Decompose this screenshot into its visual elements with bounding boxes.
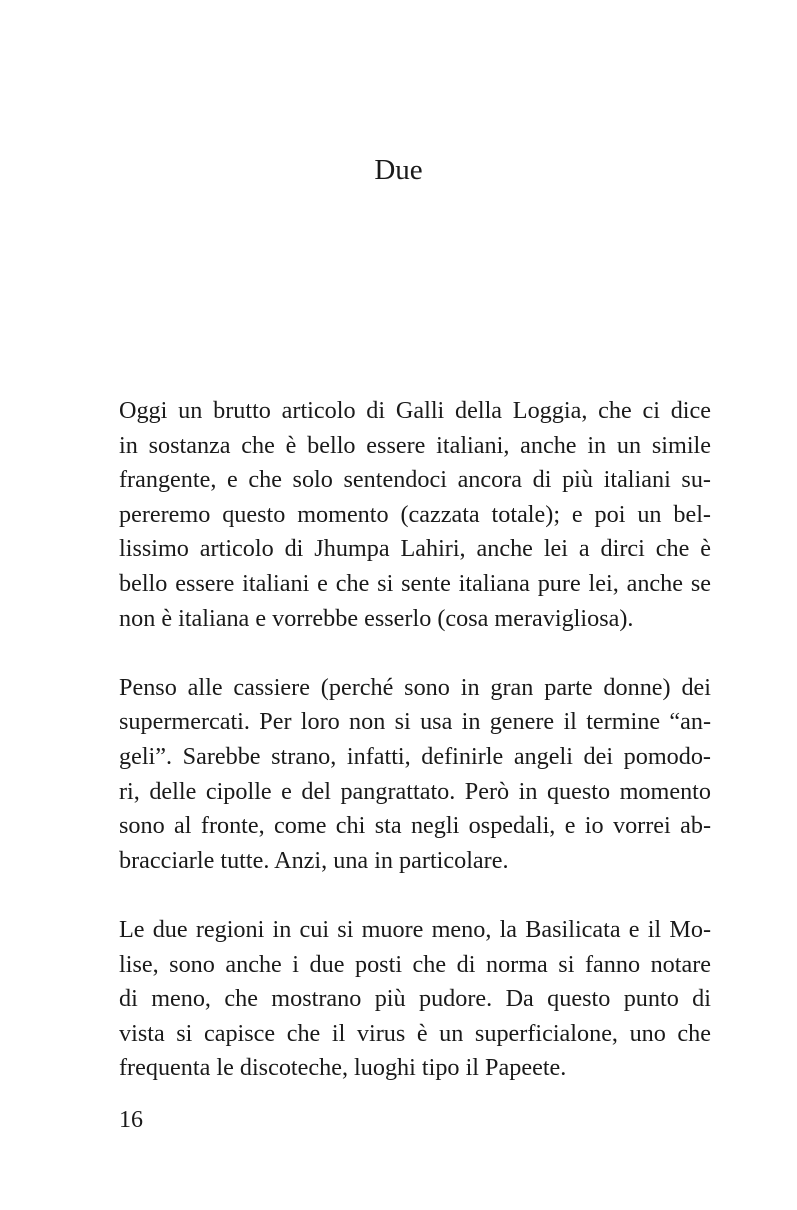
text-line: bello essere italiani e che si sente italiana pure lei, anche se [119,569,711,597]
paragraph-2 [119,671,711,879]
text-line: ri, delle cipolle e del pangrattato. Però in questo momento [119,777,711,805]
text-line: frequenta le discoteche, luoghi tipo il Papeete. [119,1054,567,1082]
text-line: Le due regioni in cui si muore meno, la Basilicata e il Mo- [119,915,711,943]
paragraph-3 [119,913,711,1086]
text-line: bracciarle tutte. Anzi, una in particolare. [119,846,509,874]
body-text [119,394,711,1086]
text-line: supermercati. Per loro non si usa in genere il termine “an- [119,708,711,736]
text-line: vista si capisce che il virus è un superficialone, uno che [119,1019,711,1047]
text-line: in sostanza che è bello essere italiani, anche in un simile [119,431,711,459]
text-line: Penso alle cassiere (perché sono in gran parte donne) dei [119,673,711,701]
text-line: non è italiana e vorrebbe esserlo (cosa meravigliosa). [119,604,634,632]
page-number: 16 [119,1107,143,1133]
text-line: di meno, che mostrano più pudore. Da questo punto di [119,985,711,1013]
text-line: frangente, e che solo sentendoci ancora di più italiani su- [119,466,711,494]
chapter-title: Due [374,154,423,186]
text-line: geli”. Sarebbe strano, infatti, definirle angeli dei pomodo- [119,742,711,770]
text-line: pereremo questo momento (cazzata totale); e poi un bel- [119,500,711,528]
paragraph-1 [119,394,711,636]
text-line: lise, sono anche i due posti che di norma si fanno notare [119,950,711,978]
text-line: sono al fronte, come chi sta negli ospedali, e io vorrei ab- [119,812,711,840]
text-line: lissimo articolo di Jhumpa Lahiri, anche lei a dirci che è [119,535,711,563]
text-line: Oggi un brutto articolo di Galli della Loggia, che ci dice [119,397,711,424]
